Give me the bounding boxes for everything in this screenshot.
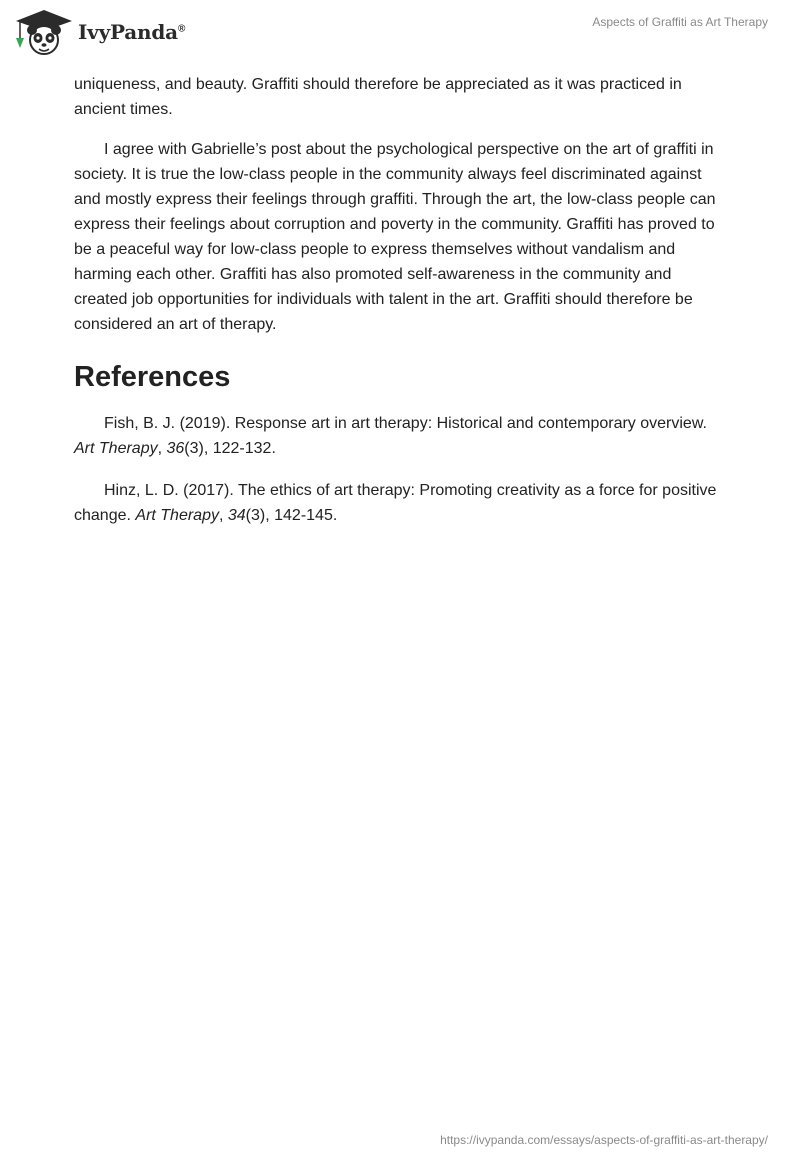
- paragraph-continued: uniqueness, and beauty. Graffiti should therefore be appreciated as it was practiced in ancient times.: [74, 76, 682, 118]
- references-heading: References: [74, 361, 231, 393]
- essay-content: [74, 72, 728, 545]
- reference-item: Hinz, L. D. (2017). The ethics of art therapy: Promoting creativity as a force for positive change. Art Therapy, 34(3), 142-145.: [74, 482, 717, 524]
- logo-wordmark: IvyPanda®: [78, 20, 186, 44]
- ivypanda-logo[interactable]: [14, 8, 185, 56]
- page-url[interactable]: https://ivypanda.com/essays/aspects-of-graffiti-as-art-therapy/: [440, 1133, 768, 1147]
- document-title: Aspects of Graffiti as Art Therapy: [592, 15, 768, 29]
- reference-item: Fish, B. J. (2019). Response art in art therapy: Historical and contemporary overview. Art Therapy, 36(3), 122-132.: [74, 415, 707, 457]
- paragraph: I agree with Gabrielle’s post about the psychological perspective on the art of graffiti in society. It is true the low-class people in the community always feel discriminated against and mostly express their feelings through graffiti. Through the art, the low-class people can express their feelings about corruption and poverty in the community. Graffiti has proved to be a peaceful way for low-class people to express themselves without vandalism and harming each other. Graffiti has also promoted self-awareness in the community and created job opportunities for individuals with talent in the art. Graffiti should therefore be considered an art of therapy.: [74, 141, 716, 333]
- panda-logo-icon: [14, 8, 74, 56]
- page-header: [0, 0, 800, 70]
